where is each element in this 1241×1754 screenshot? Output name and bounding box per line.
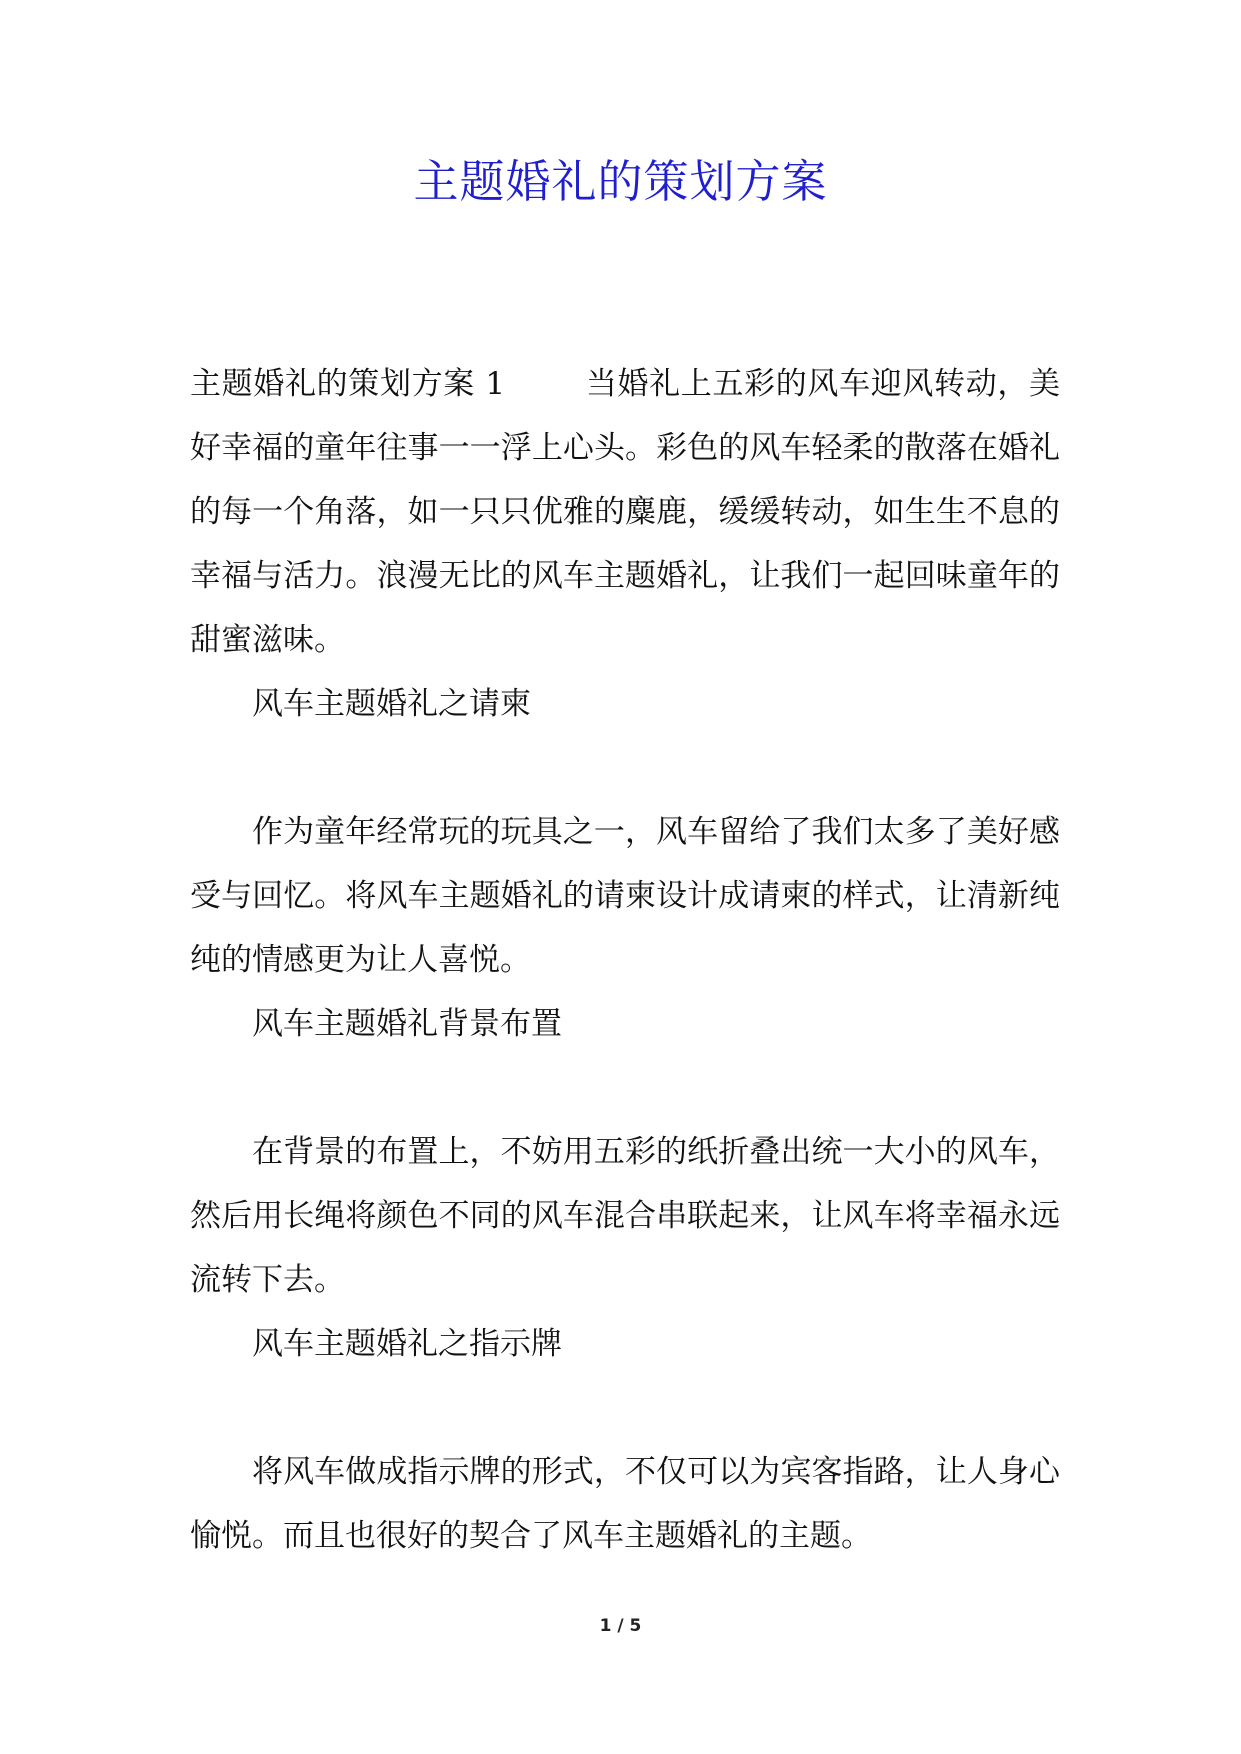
- section-body-invitation: 作为童年经常玩的玩具之一，风车留给了我们太多了美好感受与回忆。将风车主题婚礼的请柬设计成请柬的样式，让清新纯纯的情感更为让人喜悦。: [190, 814, 1060, 978]
- document-body: [190, 352, 1060, 1568]
- section-heading-invitation: 风车主题婚礼之请柬: [252, 686, 531, 722]
- section-heading-background: 风车主题婚礼背景布置: [252, 1006, 562, 1042]
- section-heading-signage: 风车主题婚礼之指示牌: [252, 1326, 562, 1362]
- intro-paragraph: [190, 352, 1060, 672]
- section-body-signage: 将风车做成指示牌的形式，不仅可以为宾客指路，让人身心愉悦。而且也很好的契合了风车主题婚礼的主题。: [190, 1454, 1060, 1554]
- intro-text: 当婚礼上五彩的风车迎风转动，美好幸福的童年往事一一浮上心头。彩色的风车轻柔的散落在婚礼的每一个角落，如一只只优雅的麋鹿，缓缓转动，如生生不息的幸福与活力。浪漫无比的风车主题婚礼，让我们一起回味童年的甜蜜滋味。: [190, 366, 1061, 658]
- intro-heading: 主题婚礼的策划方案 1: [190, 366, 506, 402]
- section-body-background: 在背景的布置上，不妨用五彩的纸折叠出统一大小的风车，然后用长绳将颜色不同的风车混合串联起来，让风车将幸福永远流转下去。: [190, 1134, 1060, 1298]
- page-number: 1 / 5: [599, 1616, 642, 1636]
- document-title: 主题婚礼的策划方案: [413, 155, 828, 208]
